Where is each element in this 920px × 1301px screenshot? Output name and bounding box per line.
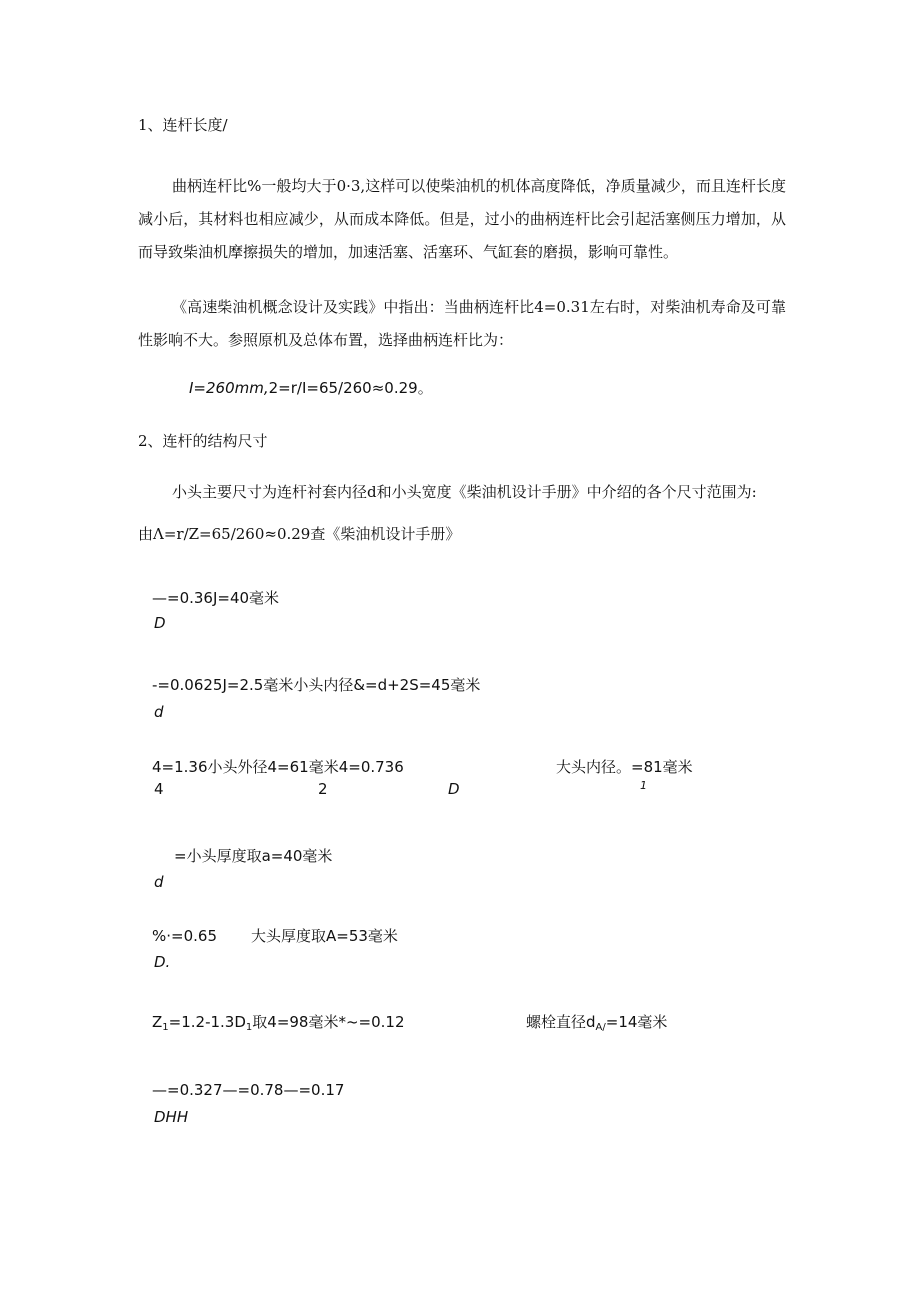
row-6-sub-1: 1 bbox=[162, 1022, 169, 1033]
ratio-row-3-sub-1: 4 bbox=[154, 780, 164, 798]
paragraph-crank-ratio: 曲柄连杆比%一般均大于0·3,这样可以使柴油机的机体高度降低，净质量减少，而且连杆长度减小后，其材料也相应减少，从而成本降低。但是，过小的曲柄连杆比会引起活塞侧压力增加，从而导致柴油机摩擦损失的增加，加速活塞、活塞环、气缸套的磨损，影响可靠性。 bbox=[138, 177, 786, 261]
ratio-row-1: —=0.36J=40毫米 bbox=[152, 589, 280, 607]
paragraph-small-end: 小头主要尺寸为连杆衬套内径d和小头宽度《柴油机设计手册》中介绍的各个尺寸范围为: bbox=[172, 483, 757, 501]
section-heading-structure: 2、连杆的结构尺寸 bbox=[138, 432, 268, 450]
formula-length-part: I=260mm, bbox=[189, 379, 269, 397]
formula-ratio-part: 2=r/I=65/260≈0.29。 bbox=[268, 379, 433, 397]
paragraph-reference: 《高速柴油机概念设计及实践》中指出：当曲柄连杆比4=0.31左右时，对柴油机寿命及可靠性影响不大。参照原机及总体布置，选择曲柄连杆比为： bbox=[138, 298, 786, 349]
row-6-part-1: Z bbox=[152, 1013, 163, 1031]
ratio-row-2: -=0.0625J=2.5毫米小头内径&=d+2S=45毫米 bbox=[152, 676, 481, 694]
ratio-row-7-denominators: DHH bbox=[154, 1108, 189, 1126]
ratio-row-1-denominator: D bbox=[154, 614, 166, 632]
ratio-row-6-right bbox=[526, 1013, 668, 1033]
ratio-row-4-denominator: d bbox=[154, 873, 164, 891]
ratio-row-3-sub-2: 2 bbox=[318, 780, 328, 798]
bolt-diameter-sub: A/ bbox=[595, 1022, 606, 1033]
ratio-row-3-left: 4=1.36小头外径4=61毫米4=0.736 bbox=[152, 758, 404, 776]
row-6-part-3: 取4=98毫米*~=0.12 bbox=[252, 1013, 405, 1031]
ratio-row-5-denominator: D. bbox=[154, 953, 171, 971]
ratio-row-2-denominator: d bbox=[154, 703, 164, 721]
formula-rod-length bbox=[189, 381, 433, 396]
section-heading-rod-length: 1、连杆长度/ bbox=[138, 116, 228, 134]
ratio-row-5-left: %·=0.65 bbox=[152, 927, 217, 945]
lookup-line: 由Λ=r/Z=65/260≈0.29查《柴油机设计手册》 bbox=[138, 525, 461, 543]
row-6-part-2: =1.2-1.3D bbox=[168, 1013, 246, 1031]
ratio-row-7: —=0.327—=0.78—=0.17 bbox=[152, 1081, 345, 1099]
bolt-diameter-label: 螺栓直径d bbox=[526, 1013, 596, 1031]
bolt-diameter-value: =14毫米 bbox=[605, 1013, 668, 1031]
ratio-row-6-left bbox=[152, 1013, 405, 1033]
ratio-row-5-mid: 大头厚度取A=53毫米 bbox=[251, 927, 398, 945]
ratio-row-4: =小头厚度取a=40毫米 bbox=[174, 847, 333, 865]
ratio-row-3-right: 大头内径。=81毫米 bbox=[556, 758, 693, 776]
row-6-sub-2: 1 bbox=[245, 1022, 253, 1033]
ratio-row-3-sub-3: D bbox=[448, 780, 460, 798]
ratio-row-3-sub-4: 1 bbox=[640, 779, 647, 792]
